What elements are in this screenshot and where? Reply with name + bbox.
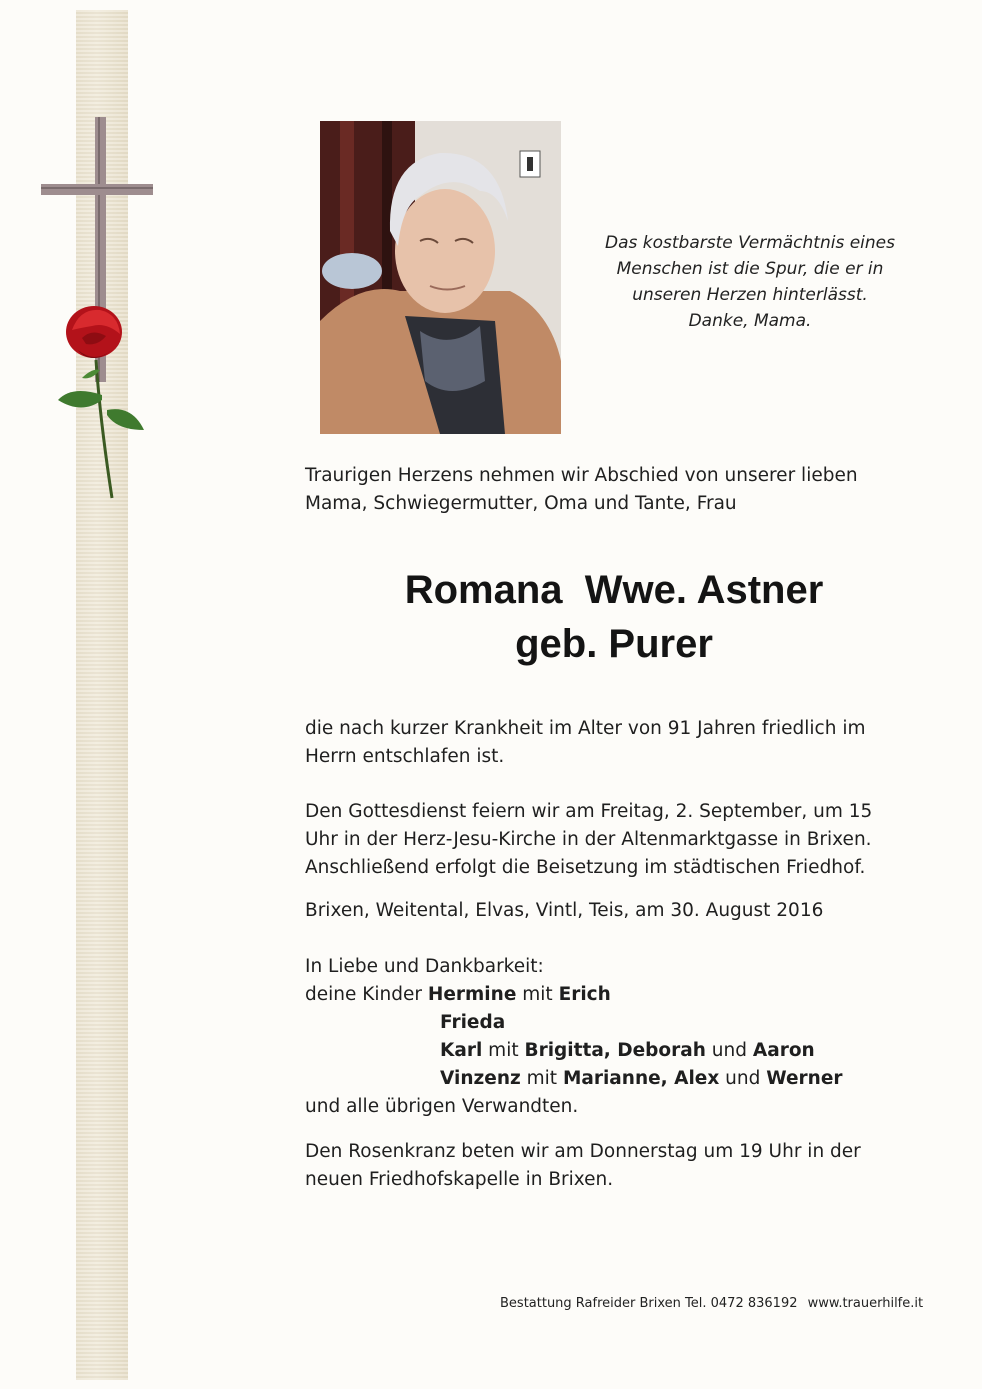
family-closing: und alle übrigen Verwandten. bbox=[305, 1096, 579, 1117]
deceased-name bbox=[305, 563, 923, 671]
connector: mit bbox=[482, 1040, 525, 1061]
rosary-line: Den Rosenkranz beten wir am Donnerstag um 19 Uhr in der bbox=[305, 1141, 861, 1162]
rosary-text bbox=[305, 1138, 925, 1194]
family-list bbox=[305, 953, 925, 1121]
quote-line: unseren Herzen hinterlässt. bbox=[632, 285, 868, 305]
relative-name: Aaron bbox=[752, 1040, 815, 1061]
memorial-quote bbox=[585, 230, 915, 334]
child-name: Vinzenz bbox=[440, 1068, 521, 1089]
family-row bbox=[305, 1037, 925, 1065]
connector: mit bbox=[520, 1068, 563, 1089]
child-name: Frieda bbox=[440, 1012, 506, 1033]
maiden-name-line: geb. Purer bbox=[515, 622, 713, 666]
service-line: Den Gottesdienst feiern wir am Freitag, 2. September, um 15 bbox=[305, 801, 873, 822]
portrait-image bbox=[320, 121, 561, 434]
connector: mit bbox=[516, 984, 559, 1005]
connector: und bbox=[719, 1068, 767, 1089]
intro-text bbox=[305, 462, 925, 518]
family-row bbox=[305, 1065, 925, 1093]
family-intro: In Liebe und Dankbarkeit: bbox=[305, 956, 544, 977]
children-prefix: deine Kinder bbox=[305, 984, 428, 1005]
service-line: Anschließend erfolgt die Beisetzung im städtischen Friedhof. bbox=[305, 857, 866, 878]
rosary-line: neuen Friedhofskapelle in Brixen. bbox=[305, 1169, 614, 1190]
child-name: Karl bbox=[440, 1040, 483, 1061]
child-name: Hermine bbox=[427, 984, 517, 1005]
intro-line: Mama, Schwiegermutter, Oma und Tante, Frau bbox=[305, 493, 737, 514]
relatives-names: Marianne, Alex bbox=[562, 1068, 720, 1089]
family-row bbox=[305, 981, 925, 1009]
relative-name: Werner bbox=[766, 1068, 843, 1089]
passing-text bbox=[305, 715, 925, 771]
service-text bbox=[305, 798, 925, 882]
quote-line: Danke, Mama. bbox=[688, 311, 812, 331]
undertaker-info: Bestattung Rafreider Brixen Tel. 0472 836192 bbox=[500, 1296, 798, 1311]
portrait-photo bbox=[320, 121, 561, 434]
quote-line: Das kostbarste Vermächtnis eines bbox=[605, 233, 895, 253]
cross-icon-bar bbox=[41, 184, 153, 195]
website-link[interactable]: www.trauerhilfe.it bbox=[807, 1296, 924, 1311]
intro-line: Traurigen Herzens nehmen wir Abschied von unserer lieben bbox=[305, 465, 858, 486]
footer bbox=[500, 1296, 923, 1311]
relatives-names: Brigitta, Deborah bbox=[524, 1040, 706, 1061]
place-date: Brixen, Weitental, Elvas, Vintl, Teis, am 30. August 2016 bbox=[305, 900, 824, 921]
family-row bbox=[305, 1009, 925, 1037]
connector: und bbox=[705, 1040, 753, 1061]
service-line: Uhr in der Herz-Jesu-Kirche in der Altenmarktgasse in Brixen. bbox=[305, 829, 872, 850]
name-line: Romana Wwe. Astner bbox=[404, 568, 824, 612]
spouse-name: Erich bbox=[558, 984, 611, 1005]
passing-line: die nach kurzer Krankheit im Alter von 91 Jahren friedlich im bbox=[305, 718, 866, 739]
passing-line: Herrn entschlafen ist. bbox=[305, 746, 505, 767]
rose-icon bbox=[52, 300, 152, 500]
quote-line: Menschen ist die Spur, die er in bbox=[616, 259, 884, 279]
